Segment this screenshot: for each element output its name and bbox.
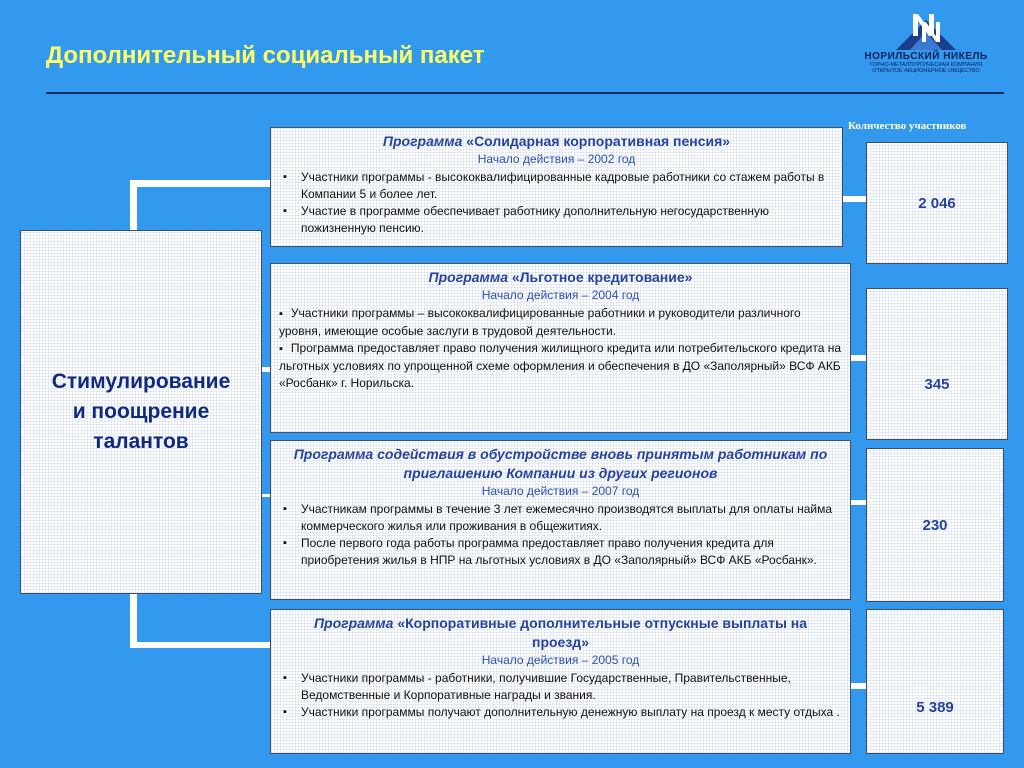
program-title-main: «Солидарная корпоративная пенсия»: [462, 133, 731, 149]
list-item: ▪ Участники программы - работники, получившие Государственные, Правительственные, Ведомственные и Корпоративные награды и звания.: [283, 671, 791, 702]
logo-subtitle-2: ОТКРЫТОЕ АКЦИОНЕРНОЕ ОБЩЕСТВО: [872, 68, 980, 74]
connector-branch-3: [262, 494, 270, 497]
list-item: ▪ Участники программы получают дополнительную денежную выплату на проезд к месту отдыха .: [283, 705, 840, 719]
program-start-date: Начало действия – 2004 год: [481, 288, 640, 302]
bullet-icon: ▪: [283, 672, 287, 684]
program-title-main: «Корпоративные дополнительные отпускные выплаты на проезд»: [393, 615, 808, 650]
list-item: ▪ После первого года работы программа предоставляет право получения кредита для приобретения жилья в НПР на льготных условиях в ДО «Заполярный» ВСФ АКБ «Росбанк».: [283, 536, 817, 567]
list-item: ▪ Участники программы - высококвалифицированные кадровые работники со стажем работы в Компании 5 и более лет.: [283, 170, 825, 201]
bullet-icon: ▪: [283, 503, 287, 515]
stimulation-talents-box: [20, 230, 262, 594]
participants-header: Количество участников: [848, 120, 967, 132]
bullet-icon: ▪: [279, 343, 283, 355]
bullet-icon: ▪: [283, 171, 287, 183]
connector-trunk-lower: [130, 594, 137, 648]
program-start-date: Начало действия – 2002 год: [477, 152, 636, 166]
list-item: ▪ Участники программы – высококвалифицированные работники и руководители различного уровня, имеющие особые заслуги в трудовой деятельности.: [279, 306, 801, 338]
page-title: Дополнительный социальный пакет: [46, 42, 485, 69]
connector-branch-1: [130, 180, 270, 187]
connector-count-2: [851, 355, 866, 361]
program-title: [279, 132, 834, 151]
logo-name: НОРИЛЬСКИЙ НИКЕЛЬ: [864, 51, 988, 62]
connector-branch-4: [130, 642, 270, 648]
participants-count-pension: 2 046: [866, 142, 1008, 264]
connector-count-3: [851, 500, 866, 505]
program-start-date: Начало действия – 2005 год: [481, 653, 640, 667]
program-title-prefix: Программа содействия в обустройстве вновь принятым работникам по приглашению Компании из других регионов: [293, 446, 828, 481]
program-card-travel: [270, 609, 851, 754]
title-divider: [46, 92, 1004, 94]
program-title: [279, 614, 842, 652]
participants-count-relocation: 230: [866, 448, 1004, 602]
bullet-icon: ▪: [283, 537, 287, 549]
list-item: ▪ Программа предоставляет право получения жилищного кредита или потребительского кредита на льготных условиях по упрощенной схеме оформления и обеспечения в ДО «Заполярный» ВСФ АКБ «Росбанк» г. Норильска.: [279, 341, 842, 390]
program-title-prefix: Программа: [382, 133, 463, 149]
norilsk-nickel-logo-icon: [896, 12, 956, 50]
bullet-icon: ▪: [279, 308, 283, 320]
program-title-prefix: Программа: [313, 615, 394, 631]
program-title-prefix: Программа: [428, 269, 509, 285]
bullet-icon: ▪: [283, 706, 287, 718]
list-item: ▪ Участникам программы в течение 3 лет ежемесячно производятся выплаты для оплаты найма коммерческого жилья или проживания в общежитиях.: [283, 502, 833, 533]
stimulation-talents-label: Стимулирование и поощрение талантов: [51, 370, 231, 453]
list-item: ▪ Участие в программе обеспечивает работнику дополнительную негосударственную пожизненную пенсию.: [283, 204, 770, 235]
connector-count-1: [843, 196, 866, 202]
participants-count-credit: 345: [866, 288, 1008, 440]
company-logo: [856, 12, 996, 92]
program-card-relocation: [270, 440, 851, 600]
program-title-main: «Льготное кредитование»: [508, 269, 693, 285]
logo-subtitle-1: ГОРНО-МЕТАЛЛУРГИЧЕСКАЯ КОМПАНИЯ: [869, 62, 983, 68]
program-start-date: Начало действия – 2007 год: [481, 484, 640, 498]
participants-count-travel: 5 389: [866, 609, 1004, 754]
bullet-icon: ▪: [283, 205, 287, 217]
program-card-pension: [270, 127, 843, 247]
program-card-credit: [270, 263, 851, 433]
program-title: [279, 445, 842, 483]
connector-trunk: [130, 180, 137, 230]
program-title: [279, 268, 842, 287]
connector-branch-2: [262, 367, 270, 372]
connector-count-4: [851, 683, 866, 689]
